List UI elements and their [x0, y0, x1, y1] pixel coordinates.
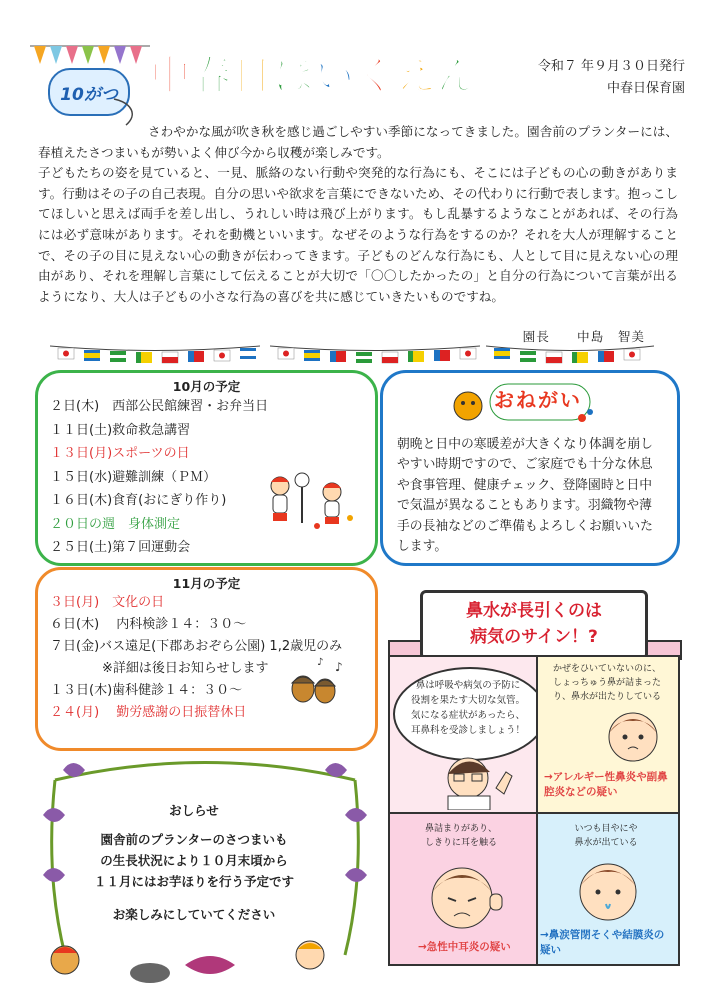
october-schedule-item: １５日(水)避難訓練（ＰＭ） [50, 469, 217, 485]
flag-garland-left [50, 343, 260, 365]
title-char: ん [437, 53, 478, 99]
allergy-symptom-line: しょっちゅう鼻が詰まった [552, 678, 661, 688]
flag-garland-middle [270, 343, 480, 365]
otitis-symptoms [390, 822, 532, 850]
month-badge: 10がつ [48, 68, 130, 116]
doctor-illustration [428, 752, 528, 810]
october-schedule-item: １６日(木)食育(おにぎり作り) [50, 493, 227, 508]
flag-garland-right [486, 343, 654, 365]
intro-paragraph: さわやかな風が吹き秋を感じ過ごしやすい季節になってきました。園舎前のプランターには、春植えたさつまいもが勢いよく伸び今から収穫が楽しみです。 [38, 124, 678, 160]
allergy-symptom-line: かぜをひいていないのに、 [552, 664, 661, 674]
onegai-heading: おねがい [494, 388, 582, 412]
eye-diagnosis-line: →鼻涙管閉そくや結膜炎の [540, 929, 665, 941]
notice-closing: お楽しみにしていてください [112, 907, 276, 922]
notice-line: の生長状況により１０月末頃から [100, 853, 288, 868]
newsletter-title [150, 44, 478, 101]
november-schedule-item: ２４(月) 勤労感謝の日振替休日 [50, 705, 247, 720]
title-char: く [355, 53, 396, 99]
children-playing-illustration [262, 468, 362, 534]
november-schedule-item: １３日(木)歯科健診１４：３０～ [50, 683, 243, 698]
nose-title-line1: 鼻水が長引くのは [466, 601, 602, 621]
october-schedule-item: １１日(土)救命救急講習 [50, 422, 191, 438]
november-schedule-item: ６日(木) 内科検診１４：３０～ [50, 617, 247, 632]
october-schedule-item: ２日(木) 西部公民館練習・お弁当日 [50, 399, 269, 414]
october-schedule-item: １３日(月)スポーツの日 [50, 446, 190, 461]
title-char: 日 [232, 53, 273, 99]
child-runny-nose-illustration [566, 854, 650, 926]
october-schedule-title: 10月の予定 [172, 379, 241, 394]
notice-section [60, 800, 328, 925]
title-char: い [314, 53, 355, 99]
child-touching-ear-illustration [420, 856, 504, 936]
eye-symptoms [538, 822, 674, 850]
publisher: 中春日保育園 [606, 81, 685, 96]
otitis-symptom-line: 鼻詰まりがあり、 [424, 824, 497, 834]
nose-title-line2: 病気のサイン！? [470, 627, 598, 647]
eye-diagnosis [540, 928, 674, 958]
title-char: ほ [273, 53, 314, 99]
title-char: え [396, 53, 437, 99]
notice-line: １１月にはお芋ほりを行う予定です [93, 874, 294, 889]
otitis-diagnosis: →急性中耳炎の疑い [418, 941, 511, 953]
doctor-advice-line: 耳鼻科を受診しましょう！ [410, 725, 525, 736]
intro-paragraph: 子どもたちの姿を見ていると、一見、脈絡のない行動や突発的な行為にも、そこには子どもの心の動きがあります。行動はその子の自己表現。自分の思いや欲求を言葉にできないため、その代わりに行動で表します。抱っこしてほしいと思えば両手を差し出し、うれしい時は飛び上がります。もし乱暴するようなことがあれば、その行為には必ず意味があります。それを動機といいます。なぜそのような行為をするのか？それを大人が理解することで、その子の目に見えない心の動きが伝わってきます。子どものどんな行為にも、人として目に見えない心の理由があり、それを理解し言葉にして伝えることが大切で「〇〇したかったの」と自分の行為について言葉が出るようになり、大人は子どもの小さな行為の喜びを共に感じていきたいものですね。 [38, 165, 678, 304]
doctor-advice-line: 役割を果たす大切な気管。 [410, 695, 525, 706]
title-char: 中 [150, 53, 191, 99]
doctor-advice-line: 鼻は呼吸や病気の予防に [415, 680, 521, 691]
notice-line: 園舎前のプランターのさつまいも [100, 832, 288, 847]
intro-text [38, 122, 678, 307]
title-char: 春 [191, 53, 232, 99]
issue-info [538, 56, 685, 100]
svg-text:♪: ♪ [335, 660, 343, 674]
child-face-illustration [598, 705, 668, 765]
eye-symptom-line: 鼻水が出ている [574, 838, 638, 848]
eye-symptom-line: いつも目やにや [574, 824, 638, 834]
october-schedule-item: ２０日の週 身体測定 [50, 516, 181, 532]
bunting-decoration [30, 42, 150, 70]
issue-date: 令和７ 年９月３０日発行 [537, 59, 685, 74]
november-schedule-item: ７日(金)バス遠足(下郡あおぞら公園) 1,2歳児のみ [50, 639, 343, 654]
nose-sign [420, 590, 648, 660]
principal-signature: 園長 中島 智美 [522, 329, 645, 344]
doctor-advice-line: 気になる症状があったら、 [411, 710, 525, 721]
allergy-diagnosis-line: →アレルギー性鼻炎や副鼻 [544, 771, 668, 783]
allergy-diagnosis [544, 770, 674, 800]
svg-text:♪: ♪ [317, 657, 324, 668]
october-schedule-item: ２５日(土)第７回運動会 [50, 540, 191, 555]
doctor-advice [400, 678, 536, 738]
request-text: 朝晩と日中の寒暖差が大きくなり体調を崩しやすい時期ですので、ご家庭でも十分な休息や食事管理、健康チェック、登降園時と日中で気温が異なることもあります。羽織物や薄手の長袖などのご準備もよろしくお願いいたします。 [397, 437, 653, 555]
november-schedule-item: ３日(月) 文化の日 [50, 595, 165, 610]
acorns-illustration [287, 655, 349, 707]
otitis-symptom-line: しきりに耳を触る [424, 838, 497, 848]
allergy-symptom-line: り、鼻水が出たりしている [552, 692, 661, 702]
allergy-diagnosis-line: 腔炎などの疑い [544, 786, 618, 798]
eye-diagnosis-line: 疑い [540, 944, 561, 956]
allergy-symptoms [540, 662, 674, 704]
november-schedule-item: ※詳細は後日お知らせします [50, 661, 269, 676]
notice-title: おしらせ [169, 803, 219, 818]
november-schedule-title: 11月の予定 [172, 576, 241, 591]
